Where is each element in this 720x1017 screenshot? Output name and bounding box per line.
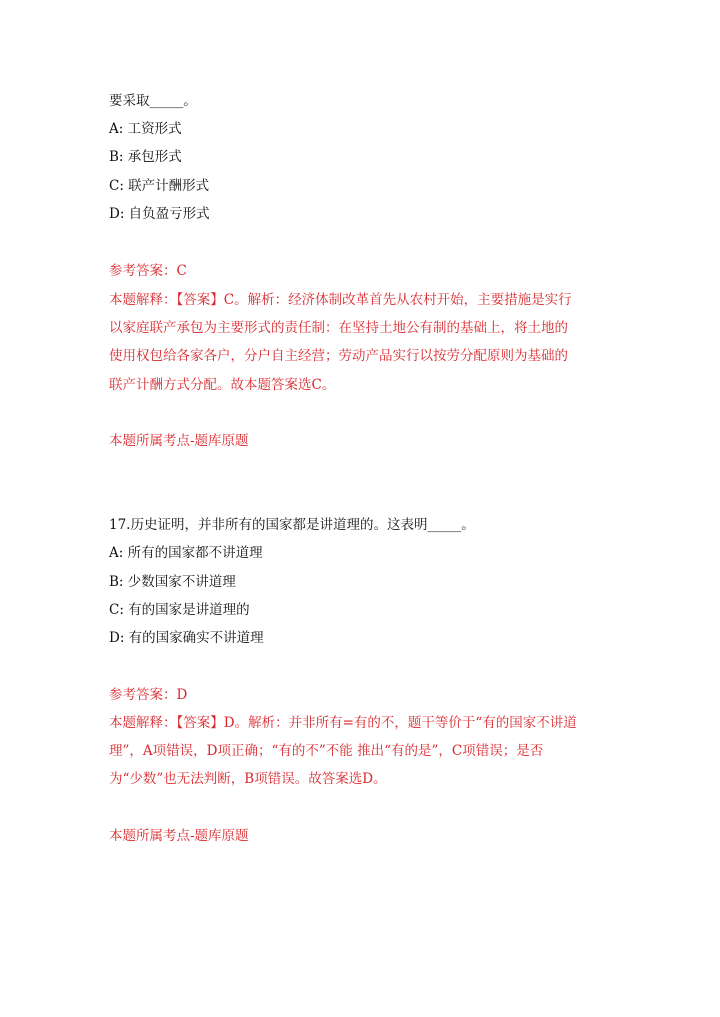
option-b: B: 少数国家不讲道理: [109, 574, 236, 590]
option-c: C: 有的国家是讲道理的: [109, 602, 250, 618]
explanation-line: 联产计酬方式分配。故本题答案选C。: [109, 377, 336, 393]
option-d: D: 有的国家确实不讲道理: [109, 630, 264, 646]
explanation-line: 理”，A项错误，D项正确；“有的不”不能 推出“有的是”，C项错误；是否: [109, 743, 544, 759]
explanation-line: 为“少数”也无法判断，B项错误。故答案选D。: [109, 771, 387, 787]
explanation-line: 本题解释：【答案】D。解析：并非所有=有的不，题干等价于“有的国家不讲道: [109, 715, 577, 731]
question-16-stem: 要采取_____。: [109, 93, 197, 109]
explanation-line: 使用权包给各家各户，分户自主经营；劳动产品实行以按劳分配原则为基础的: [109, 348, 568, 364]
topic-source: 本题所属考点-题库原题: [109, 433, 249, 449]
option-a: A: 工资形式: [109, 121, 182, 137]
explanation-line: 以家庭联产承包为主要形式的责任制：在坚持土地公有制的基础上，将土地的: [109, 320, 568, 336]
answer-reference: 参考答案：C: [109, 263, 187, 279]
option-d: D: 自负盈亏形式: [109, 206, 210, 222]
topic-source: 本题所属考点-题库原题: [109, 828, 249, 844]
option-b: B: 承包形式: [109, 149, 182, 165]
explanation-line: 本题解释：【答案】C。解析：经济体制改革首先从农村开始，主要措施是实行: [109, 292, 572, 308]
question-17-stem: 17.历史证明，并非所有的国家都是讲道理的。这表明_____。: [109, 517, 475, 533]
option-c: C: 联产计酬形式: [109, 178, 210, 194]
answer-reference: 参考答案：D: [109, 687, 188, 703]
option-a: A: 所有的国家都不讲道理: [109, 545, 263, 561]
